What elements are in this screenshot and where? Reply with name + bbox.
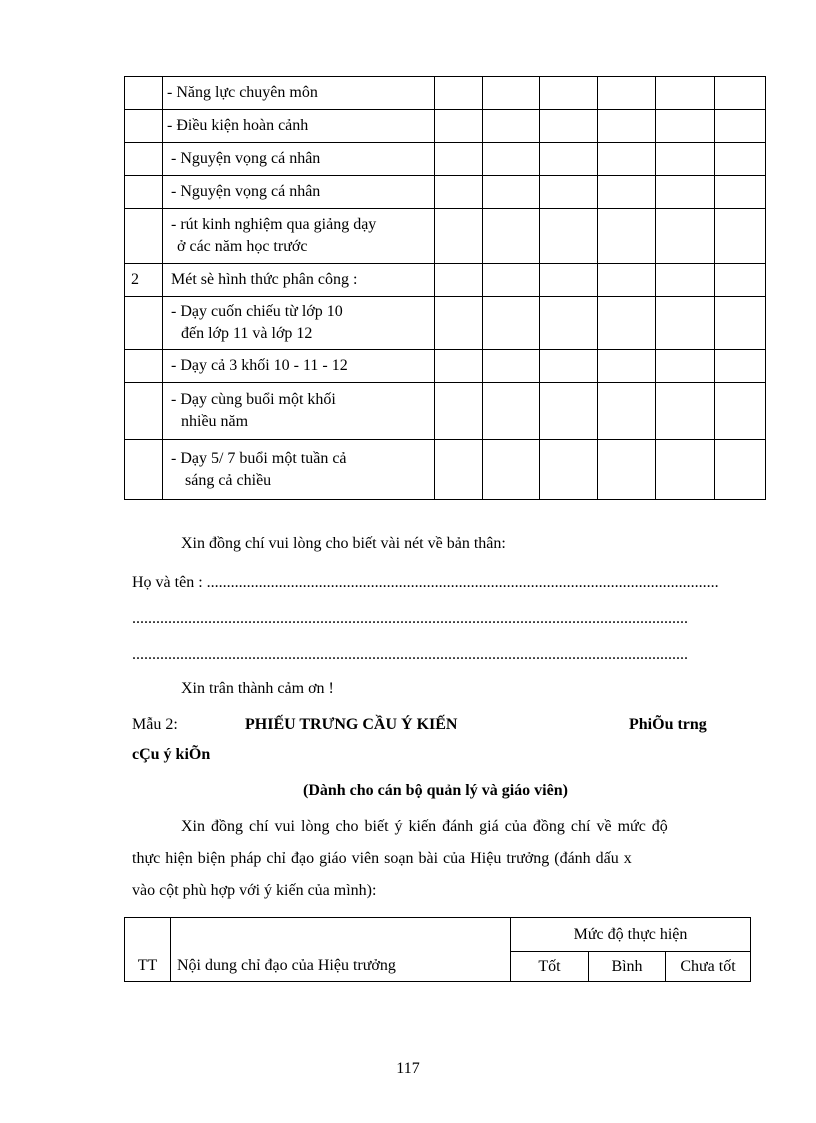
rating-cell[interactable] <box>435 350 483 383</box>
level-group-header: Mức độ thực hiện <box>511 918 751 952</box>
request-info: Xin đồng chí vui lòng cho biết vài nét về bản thân: <box>181 535 506 552</box>
assessment-table <box>124 917 751 982</box>
row-label-continued: nhiều năm <box>181 413 249 430</box>
rating-cell[interactable] <box>540 264 598 297</box>
row-number <box>125 383 163 440</box>
row-label-continued: ở các năm học trước <box>177 238 308 255</box>
row-label-cell <box>163 209 435 264</box>
rating-cell[interactable] <box>540 110 598 143</box>
rating-cell[interactable] <box>435 264 483 297</box>
rating-cell[interactable] <box>715 440 766 500</box>
dots-line-3: ........................................................................................................................................... <box>132 646 688 663</box>
row-number <box>125 143 163 176</box>
rating-cell[interactable] <box>715 143 766 176</box>
rating-cell[interactable] <box>435 440 483 500</box>
rating-cell[interactable] <box>598 297 656 350</box>
dots-line-2: ........................................................................................................................................... <box>132 610 688 627</box>
criteria-row <box>125 383 766 440</box>
name-label: Họ và tên : <box>132 574 203 591</box>
rating-cell[interactable] <box>540 77 598 110</box>
row-number <box>125 297 163 350</box>
level-average: Bình <box>589 952 666 982</box>
row-label-continued: sáng cả chiều <box>185 471 272 489</box>
row-label-cell <box>163 383 435 440</box>
criteria-row <box>125 209 766 264</box>
form2-garbled-1: PhiÕu trng <box>629 716 707 733</box>
name-dots: ................................................................................................................................ <box>206 574 719 591</box>
criteria-row <box>125 440 766 500</box>
rating-cell[interactable] <box>715 297 766 350</box>
rating-cell[interactable] <box>540 209 598 264</box>
row-number <box>125 350 163 383</box>
row-label: - rút kinh nghiệm qua giảng dạy <box>171 216 377 233</box>
rating-cell[interactable] <box>715 350 766 383</box>
row-label: - Nguyện vọng cá nhân <box>171 150 321 167</box>
form2-garbled-2: cÇu ý kiÕn <box>132 746 211 763</box>
rating-cell[interactable] <box>715 77 766 110</box>
row-number <box>125 209 163 264</box>
row-label: - Dạy cuốn chiếu từ lớp 10 <box>171 303 343 320</box>
rating-cell[interactable] <box>656 350 715 383</box>
rating-cell[interactable] <box>656 143 715 176</box>
rating-cell[interactable] <box>435 297 483 350</box>
rating-cell[interactable] <box>435 110 483 143</box>
row-label-cell <box>163 176 435 209</box>
row-label: - Dạy 5/ 7 buổi một tuần cả <box>171 449 347 467</box>
thanks-text: Xin trân thành cảm ơn ! <box>181 680 334 697</box>
rating-cell[interactable] <box>435 176 483 209</box>
content-header: Nội dung chỉ đạo của Hiệu trưởng <box>171 918 511 982</box>
rating-cell[interactable] <box>656 440 715 500</box>
criteria-row <box>125 143 766 176</box>
rating-cell[interactable] <box>656 297 715 350</box>
rating-cell[interactable] <box>656 176 715 209</box>
rating-cell[interactable] <box>715 176 766 209</box>
rating-cell[interactable] <box>435 383 483 440</box>
rating-cell[interactable] <box>598 110 656 143</box>
rating-cell[interactable] <box>598 440 656 500</box>
rating-cell[interactable] <box>540 143 598 176</box>
rating-cell[interactable] <box>656 383 715 440</box>
form2-intro-line1: Xin đồng chí vui lòng cho biết ý kiến đánh giá của đồng chí về mức độ <box>181 818 668 835</box>
criteria-row <box>125 176 766 209</box>
rating-cell[interactable] <box>715 110 766 143</box>
row-label-cell <box>163 440 435 500</box>
rating-cell[interactable] <box>598 383 656 440</box>
rating-cell[interactable] <box>715 264 766 297</box>
rating-cell[interactable] <box>598 176 656 209</box>
row-label: Mét sè hình thức phân công : <box>171 271 358 288</box>
rating-cell[interactable] <box>435 209 483 264</box>
tt-header: TT <box>125 918 171 982</box>
rating-cell[interactable] <box>483 350 540 383</box>
row-label-continued: đến lớp 11 và lớp 12 <box>181 325 313 342</box>
rating-cell[interactable] <box>598 350 656 383</box>
rating-cell[interactable] <box>483 297 540 350</box>
rating-cell[interactable] <box>483 110 540 143</box>
row-number <box>125 176 163 209</box>
rating-cell[interactable] <box>483 264 540 297</box>
row-label-cell <box>163 350 435 383</box>
page-number: 117 <box>396 1060 420 1077</box>
row-label-cell <box>163 110 435 143</box>
form2-intro-line3: vào cột phù hợp với ý kiến của mình): <box>132 882 377 899</box>
rating-cell[interactable] <box>656 77 715 110</box>
row-label-cell <box>163 264 435 297</box>
rating-cell[interactable] <box>483 176 540 209</box>
rating-cell[interactable] <box>715 209 766 264</box>
criteria-row <box>125 297 766 350</box>
row-number <box>125 77 163 110</box>
row-number <box>125 440 163 500</box>
rating-cell[interactable] <box>715 383 766 440</box>
form2-title: PHIẾU TRƯNG CẦU Ý KIẾN <box>245 716 458 733</box>
rating-cell[interactable] <box>483 440 540 500</box>
criteria-row <box>125 77 766 110</box>
rating-cell[interactable] <box>540 297 598 350</box>
rating-cell[interactable] <box>540 176 598 209</box>
rating-cell[interactable] <box>435 143 483 176</box>
rating-cell[interactable] <box>598 209 656 264</box>
rating-cell[interactable] <box>656 264 715 297</box>
rating-cell[interactable] <box>483 77 540 110</box>
row-label: - Điều kiện hoàn cảnh <box>167 117 309 134</box>
criteria-row <box>125 350 766 383</box>
row-number <box>125 110 163 143</box>
rating-cell[interactable] <box>540 383 598 440</box>
level-good: Tốt <box>511 952 589 982</box>
criteria-row <box>125 110 766 143</box>
criteria-table <box>124 76 766 500</box>
criteria-row <box>125 264 766 297</box>
form2-subtitle: (Dành cho cán bộ quản lý và giáo viên) <box>303 782 568 799</box>
rating-cell[interactable] <box>483 143 540 176</box>
name-line <box>132 574 719 592</box>
row-label-cell <box>163 143 435 176</box>
rating-cell[interactable] <box>540 440 598 500</box>
row-label-cell <box>163 77 435 110</box>
rating-cell[interactable] <box>483 209 540 264</box>
rating-cell[interactable] <box>656 209 715 264</box>
form2-label: Mẫu 2: <box>132 716 178 733</box>
rating-cell[interactable] <box>598 264 656 297</box>
rating-cell[interactable] <box>540 350 598 383</box>
row-label: - Dạy cùng buổi một khối <box>171 391 336 408</box>
rating-cell[interactable] <box>598 143 656 176</box>
row-number: 2 <box>125 264 163 297</box>
rating-cell[interactable] <box>598 77 656 110</box>
rating-cell[interactable] <box>483 383 540 440</box>
row-label: - Năng lực chuyên môn <box>167 84 318 101</box>
rating-cell[interactable] <box>435 77 483 110</box>
row-label: - Nguyện vọng cá nhân <box>171 183 321 200</box>
row-label-cell <box>163 297 435 350</box>
form2-intro-line2: thực hiện biện pháp chỉ đạo giáo viên soạn bài của Hiệu trưởng (đánh dấu x <box>132 850 632 867</box>
row-label: - Dạy cả 3 khối 10 - 11 - 12 <box>171 357 348 374</box>
rating-cell[interactable] <box>656 110 715 143</box>
level-not-good: Chưa tốt <box>666 952 751 982</box>
